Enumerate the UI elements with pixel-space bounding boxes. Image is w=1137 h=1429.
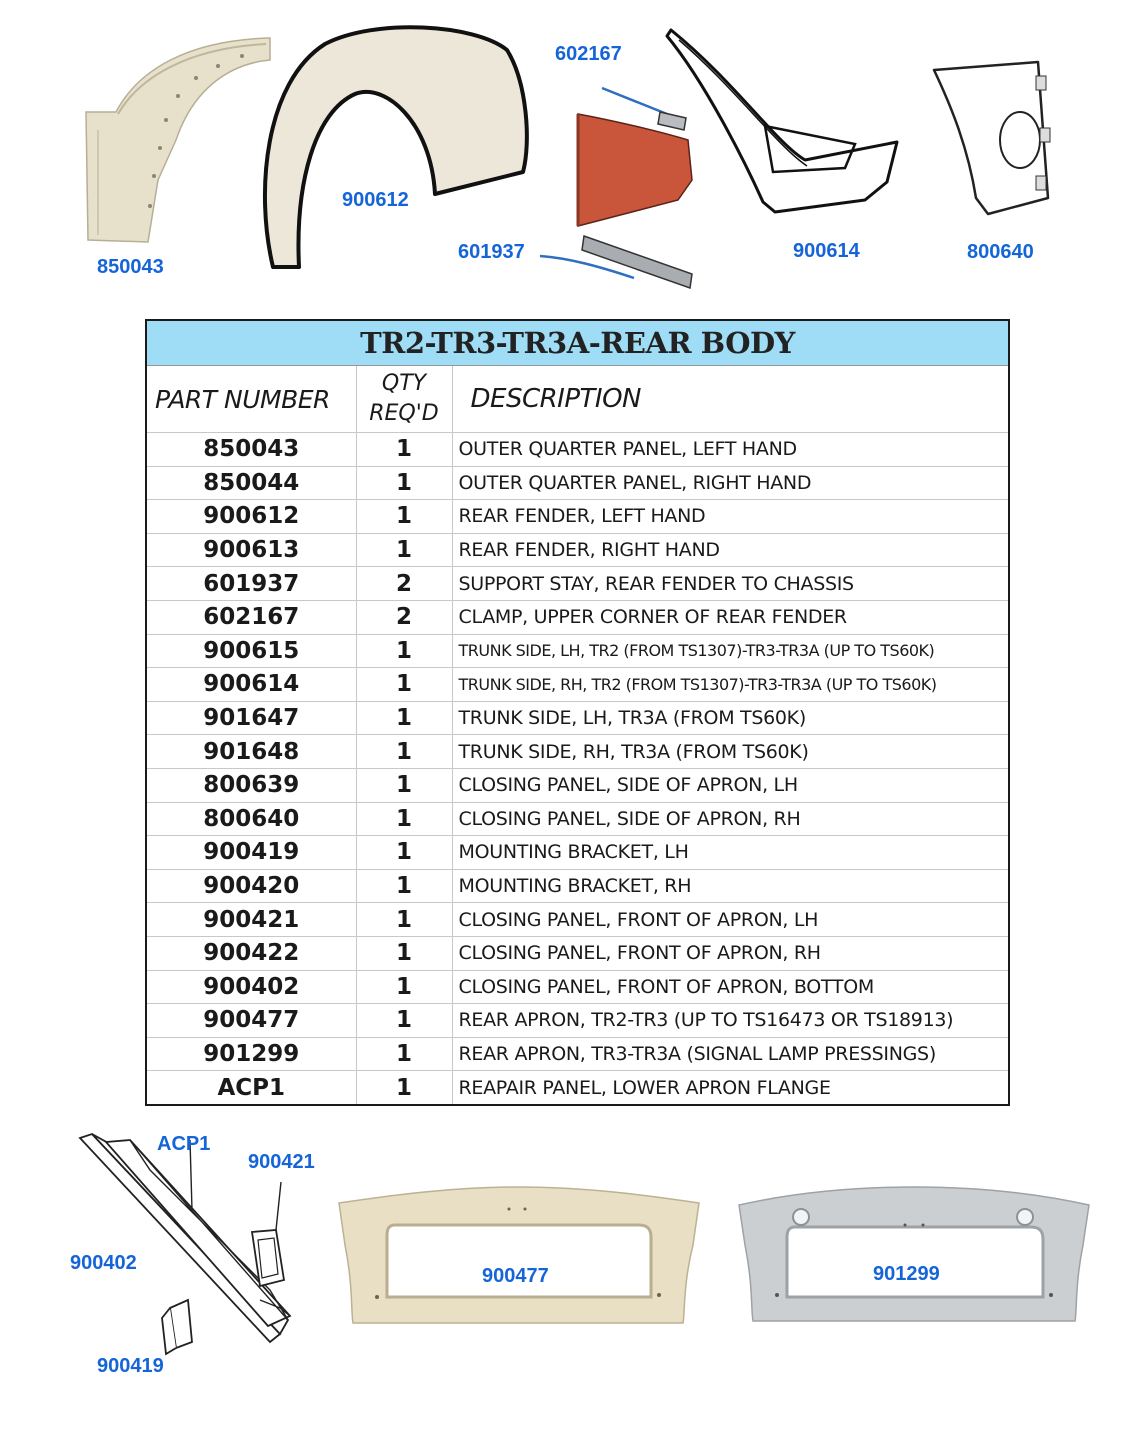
label-601937: 601937 [458,241,525,263]
description-cell: CLOSING PANEL, SIDE OF APRON, LH [452,768,1009,802]
part-number-cell: ACP1 [146,1071,356,1105]
qty-cell: 1 [356,701,452,735]
description-cell: TRUNK SIDE, LH, TR3A (FROM TS60K) [452,701,1009,735]
table-title: TR2-TR3-TR3A-REAR BODY [146,320,1009,366]
closing-panel-illustration [928,58,1058,223]
label-acp1: ACP1 [157,1133,211,1155]
description-cell: OUTER QUARTER PANEL, RIGHT HAND [452,466,1009,500]
description-cell: MOUNTING BRACKET, LH [452,836,1009,870]
table-row [146,600,1009,634]
part-number-cell: 901647 [146,701,356,735]
table-row [146,1071,1009,1105]
qty-cell: 2 [356,600,452,634]
table-row [146,1037,1009,1071]
label-900402: 900402 [70,1252,137,1274]
table-row [146,668,1009,702]
qty-cell: 1 [356,903,452,937]
part-number-cell: 900613 [146,533,356,567]
qty-cell: 1 [356,735,452,769]
description-cell: MOUNTING BRACKET, RH [452,869,1009,903]
table-row [146,903,1009,937]
header-qty-reqd [356,366,452,433]
table-row [146,768,1009,802]
qty-cell: 1 [356,1004,452,1038]
table-row [146,466,1009,500]
qty-cell: 1 [356,936,452,970]
description-cell: REAR APRON, TR2-TR3 (UP TO TS16473 OR TS18913) [452,1004,1009,1038]
trunk-side-outline-illustration [665,22,910,237]
part-number-cell: 901299 [146,1037,356,1071]
part-number-cell: 900612 [146,500,356,534]
description-cell: CLOSING PANEL, SIDE OF APRON, RH [452,802,1009,836]
label-900421: 900421 [248,1151,315,1173]
header-part-number: PART NUMBER [146,366,356,433]
part-number-cell: 602167 [146,600,356,634]
qty-cell: 1 [356,869,452,903]
qty-cell: 1 [356,500,452,534]
table-row [146,634,1009,668]
qty-cell: 2 [356,567,452,601]
part-number-cell: 850044 [146,466,356,500]
rear-apron-900477-illustration [333,1185,705,1330]
header-qty-line1: QTY [381,371,427,396]
table-row [146,970,1009,1004]
table-row [146,533,1009,567]
qty-cell: 1 [356,1037,452,1071]
header-qty-line2: REQ'D [369,401,439,426]
description-cell: REAPAIR PANEL, LOWER APRON FLANGE [452,1071,1009,1105]
table-row [146,567,1009,601]
label-901299: 901299 [873,1263,940,1285]
part-number-cell: 800640 [146,802,356,836]
table-row [146,500,1009,534]
label-900419: 900419 [97,1355,164,1377]
qty-cell: 1 [356,466,452,500]
table-row [146,433,1009,467]
table-row [146,836,1009,870]
description-cell: OUTER QUARTER PANEL, LEFT HAND [452,433,1009,467]
qty-cell: 1 [356,634,452,668]
stay-pointer-line [538,250,638,290]
qty-cell: 1 [356,433,452,467]
outer-quarter-panel-illustration [78,30,278,250]
part-number-cell: 850043 [146,433,356,467]
qty-cell: 1 [356,668,452,702]
part-number-cell: 900614 [146,668,356,702]
part-number-cell: 800639 [146,768,356,802]
table-row [146,1004,1009,1038]
description-cell: CLOSING PANEL, FRONT OF APRON, LH [452,903,1009,937]
description-cell: TRUNK SIDE, RH, TR2 (FROM TS1307)-TR3-TR3A (UP TO TS60K) [452,668,1009,702]
qty-cell: 1 [356,1071,452,1105]
parts-table-body [146,433,1009,1105]
part-number-cell: 601937 [146,567,356,601]
label-900477: 900477 [482,1265,549,1287]
qty-cell: 1 [356,802,452,836]
label-900612: 900612 [342,189,409,211]
qty-cell: 1 [356,970,452,1004]
table-row [146,735,1009,769]
description-cell: REAR APRON, TR3-TR3A (SIGNAL LAMP PRESSINGS) [452,1037,1009,1071]
label-800640: 800640 [967,241,1034,263]
description-cell: CLOSING PANEL, FRONT OF APRON, RH [452,936,1009,970]
table-row [146,936,1009,970]
label-900614: 900614 [793,240,860,262]
description-cell: REAR FENDER, LEFT HAND [452,500,1009,534]
table-row [146,701,1009,735]
description-cell: REAR FENDER, RIGHT HAND [452,533,1009,567]
part-number-cell: 900402 [146,970,356,1004]
qty-cell: 1 [356,768,452,802]
part-number-cell: 900419 [146,836,356,870]
rear-fender-illustration [255,22,540,277]
description-cell: TRUNK SIDE, LH, TR2 (FROM TS1307)-TR3-TR3A (UP TO TS60K) [452,634,1009,668]
label-850043: 850043 [97,256,164,278]
rear-apron-901299-illustration [733,1185,1095,1330]
part-number-cell: 901648 [146,735,356,769]
part-number-cell: 900422 [146,936,356,970]
table-row [146,869,1009,903]
qty-cell: 1 [356,836,452,870]
part-number-cell: 900420 [146,869,356,903]
header-description: DESCRIPTION [452,366,1009,433]
description-cell: CLAMP, UPPER CORNER OF REAR FENDER [452,600,1009,634]
description-cell: SUPPORT STAY, REAR FENDER TO CHASSIS [452,567,1009,601]
part-number-cell: 900421 [146,903,356,937]
qty-cell: 1 [356,533,452,567]
description-cell: CLOSING PANEL, FRONT OF APRON, BOTTOM [452,970,1009,1004]
label-602167: 602167 [555,43,622,65]
part-number-cell: 900477 [146,1004,356,1038]
parts-table [145,319,1010,1106]
part-number-cell: 900615 [146,634,356,668]
table-row [146,802,1009,836]
description-cell: TRUNK SIDE, RH, TR3A (FROM TS60K) [452,735,1009,769]
